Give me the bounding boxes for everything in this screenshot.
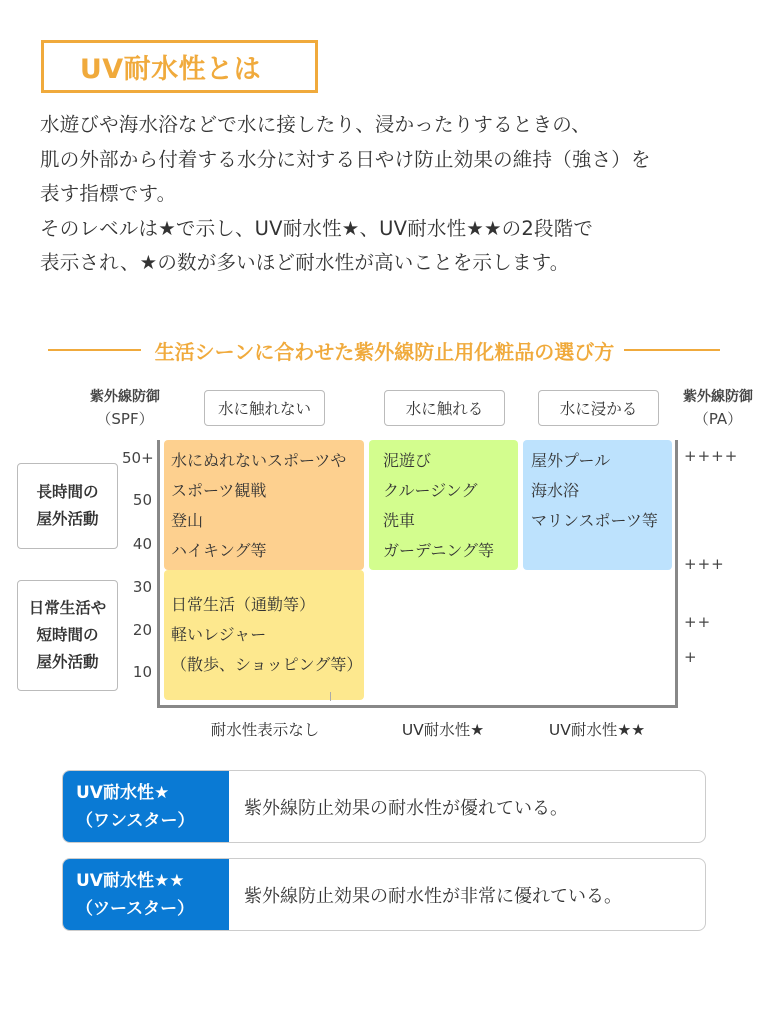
cell-text: 登山 <box>171 511 204 530</box>
page-title: UV耐水性とは <box>79 54 262 85</box>
column-header-no-water: 水に触れない <box>204 390 325 426</box>
section-heading-text: 生活シーンに合わせた紫外線防止用化粧品の選び方 <box>154 339 615 364</box>
section-heading <box>0 334 768 366</box>
cell-text: スポーツ観戦 <box>171 481 267 500</box>
pa-axis-title-text: 紫外線防御 <box>683 389 753 405</box>
pa-tick: ++ <box>684 613 712 631</box>
cell-text: 日常生活（通勤等） <box>171 595 316 614</box>
pa-tick: +++ <box>684 555 725 573</box>
x-label-one-star: UV耐水性★ <box>401 721 485 739</box>
intro-line: 水遊びや海水浴などで水に接したり、浸かったりするときの、 <box>40 113 591 136</box>
heading-rule-left <box>48 349 141 351</box>
pa-tick: ++++ <box>684 447 739 465</box>
spf-tick: 10 <box>132 663 152 681</box>
cell-text: ガーデニング等 <box>383 541 495 560</box>
intro-line: そのレベルは★で示し、UV耐水性★、UV耐水性★★の2段階で <box>40 216 594 240</box>
row-label-line: 短時間の <box>36 626 99 644</box>
spf-axis-title-text: 紫外線防御 <box>90 389 160 405</box>
pa-axis-unit: （PA） <box>693 410 743 428</box>
spf-axis-unit: （SPF） <box>96 410 154 428</box>
spf-axis-title <box>70 386 180 430</box>
row-label-line: 長時間の <box>36 483 99 501</box>
heading-rule-right <box>624 349 720 351</box>
legend-two-star <box>62 858 706 931</box>
spf-tick: 50+ <box>122 449 154 467</box>
legend-badge-two-star <box>63 859 229 930</box>
column-header-touch-water: 水に触れる <box>384 390 505 426</box>
cell-no-water-long <box>164 440 364 570</box>
row-label-line: 屋外活動 <box>36 510 99 528</box>
legend-description: 紫外線防止効果の耐水性が非常に優れている。 <box>244 885 622 907</box>
pa-axis-title <box>668 386 768 430</box>
spf-tick: 30 <box>132 578 152 596</box>
spf-tick: 20 <box>132 621 152 639</box>
cell-text: 泥遊び <box>383 451 432 470</box>
legend-one-star <box>62 770 706 843</box>
intro-line: 表す指標です。 <box>40 182 177 205</box>
chart-tick-mark <box>330 692 331 701</box>
cell-text: 軽いレジャー <box>171 625 267 644</box>
row-label-long-outdoor <box>17 463 118 549</box>
cell-text: 屋外プール <box>531 451 611 470</box>
legend-description: 紫外線防止効果の耐水性が優れている。 <box>244 797 568 819</box>
cell-text: 水にぬれないスポーツや <box>171 451 347 470</box>
row-label-line: 日常生活や <box>28 599 107 617</box>
cell-touch-water <box>369 440 518 570</box>
row-label-daily <box>17 580 118 691</box>
spf-tick: 50 <box>132 491 152 509</box>
cell-text: マリンスポーツ等 <box>531 511 658 530</box>
intro-line: 表示され、★の数が多いほど耐水性が高いことを示します。 <box>40 251 570 274</box>
page-title-box <box>41 40 318 93</box>
legend-badge-one-star <box>63 771 229 842</box>
badge-subtitle: （ワンスター） <box>76 810 195 831</box>
intro-line: 肌の外部から付着する水分に対する日やけ防止効果の維持（強さ）を <box>40 147 651 171</box>
x-label-two-star: UV耐水性★★ <box>548 721 646 739</box>
column-header-immerse-water: 水に浸かる <box>538 390 659 426</box>
row-label-line: 屋外活動 <box>36 653 99 671</box>
cell-text: （散歩、ショッピング等） <box>171 655 363 674</box>
badge-title: UV耐水性★ <box>76 782 170 803</box>
badge-subtitle: （ツースター） <box>76 898 195 919</box>
cell-text: 海水浴 <box>531 481 580 500</box>
intro-text <box>40 108 740 281</box>
cell-text: クルージング <box>383 481 478 500</box>
x-label-no-rating: 耐水性表示なし <box>210 721 320 739</box>
cell-text: ハイキング等 <box>171 541 267 560</box>
cell-immerse-water <box>523 440 672 570</box>
spf-tick: 40 <box>132 535 152 553</box>
badge-title: UV耐水性★★ <box>76 870 185 891</box>
cell-text: 洗車 <box>383 511 416 530</box>
pa-tick: + <box>684 648 698 666</box>
cell-no-water-daily <box>164 570 364 700</box>
